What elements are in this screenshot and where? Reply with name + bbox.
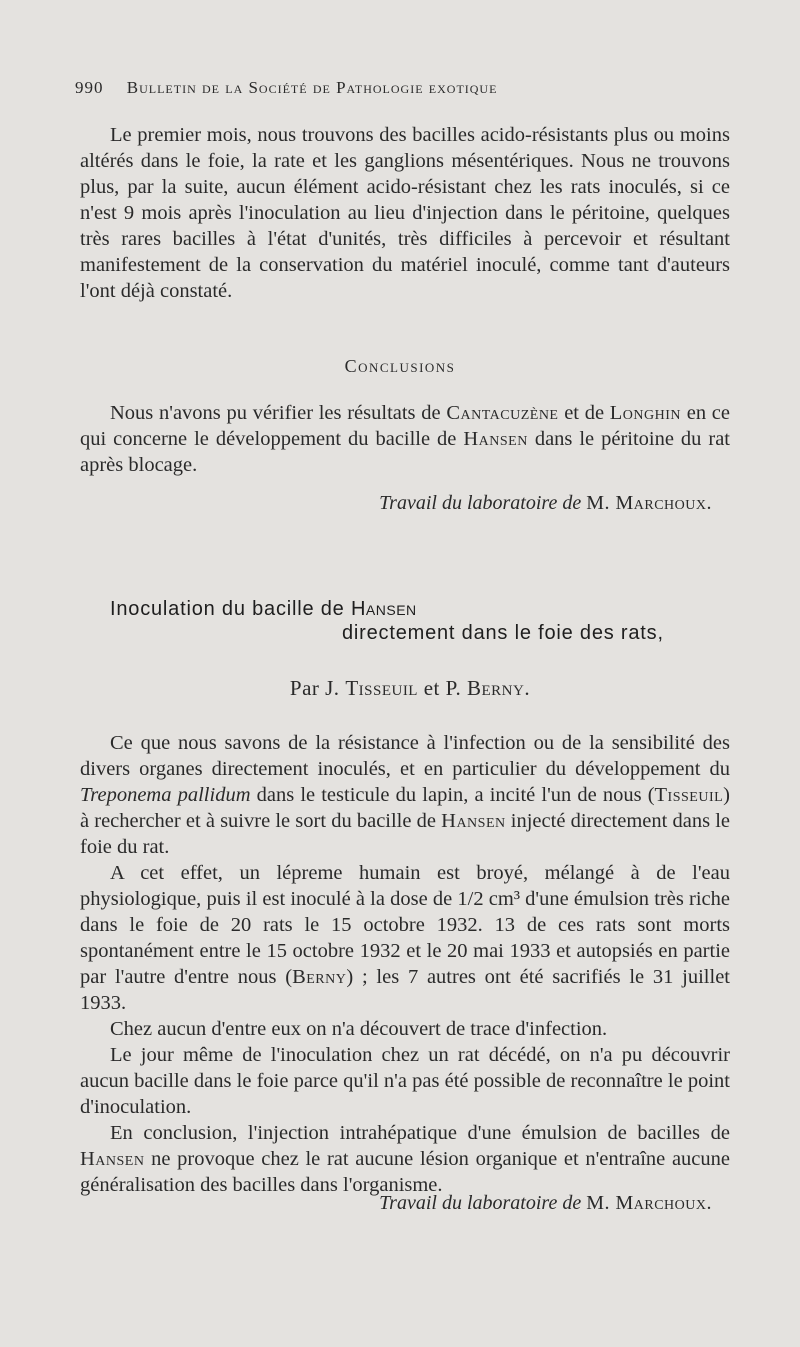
article-title-name: Hansen	[350, 598, 417, 620]
author-name-longhin: Longhin	[609, 402, 682, 424]
credit-prefix: Travail du laboratoire de	[379, 492, 582, 514]
body-paragraph-4: Le jour même de l'inoculation chez un rat décédé, on n'a pu découvrir aucun bacille dans le foie parce qu'il n'a pas été possible de reconnaître le point d'inoculation.	[80, 1044, 730, 1118]
conclusion-text-4: dans le péritoine du rat après blocage.	[80, 428, 730, 476]
body-paragraph-3: Chez aucun d'entre eux on n'a découvert de trace d'infection.	[110, 1018, 608, 1040]
first-article-paragraph: Le premier mois, nous trouvons des bacilles acido-résistants plus ou moins altérés dans le foie, la rate et les ganglions mésentériques. Nous ne trouvons plus, par la suite, aucun élément acido-résistant chez les rats inoculés, si ce n'est 9 mois après l'inoculation au lieu d'injection dans le péritoine, quelques très rares bacilles à l'état d'unités, très difficiles à percevoir et résultant manifestement de la conservation du matériel inoculé, comme tant d'auteurs l'ont déjà constaté.	[80, 124, 730, 302]
article-title-line-1	[110, 598, 417, 621]
name-hansen: Hansen	[463, 428, 528, 450]
conclusions-heading: Conclusions	[344, 356, 456, 376]
author-berny: Berny.	[467, 676, 531, 700]
body-paragraph-5: En conclusion, l'injection intrahépatique d'une émulsion de bacilles de Hansen ne provoque chez le rat aucune lésion organique et n'entraîne aucune généralisation des bacilles dans l'organisme.	[80, 1122, 730, 1196]
article-body	[80, 730, 730, 1198]
page-number: 990	[75, 78, 104, 97]
credit-prefix: Travail du laboratoire de	[379, 1192, 582, 1214]
author-name-cantacuzene: Cantacuzène	[446, 402, 559, 424]
species-name: Treponema pallidum	[80, 784, 251, 806]
authors-prefix: Par J.	[289, 676, 340, 700]
conclusion-paragraph	[80, 400, 730, 478]
second-article-credit	[0, 1192, 712, 1215]
conclusion-text-3: en ce qui concerne le développement du bacille de	[80, 402, 731, 450]
article-title-line-2: directement dans le foie des rats,	[342, 622, 664, 644]
running-header	[75, 78, 735, 98]
authors-mid: et P.	[423, 676, 462, 700]
body-paragraph-1: Ce que nous savons de la résistance à l'infection ou de la sensibilité des divers organes directement inoculés, et en particulier du développement du Treponema pallidum dans le testicule du lapin, a incité l'un de nous (Tisseuil) à rechercher et à suivre le sort du bacille de Hansen injecté directement dans le foie du rat.	[80, 732, 730, 858]
article-authors	[0, 676, 800, 701]
article-title-prefix: Inoculation du bacille de	[110, 598, 345, 620]
author-tisseuil: Tisseuil	[345, 676, 418, 700]
conclusion-text-1: Nous n'avons pu vérifier les résultats de	[110, 402, 447, 424]
body-paragraph-2: A cet effet, un lépreme humain est broyé, mélangé à de l'eau physiologique, puis il est inoculé à la dose de 1/2 cm³ d'une émulsion très riche dans le foie de 20 rats le 15 octobre 1932. 13 de ces rats sont morts spontanément entre le 15 octobre 1932 et le 20 mai 1933 et autopsiés en partie par l'autre d'entre nous (Berny) ; les 7 autres ont été sacrifiés le 31 juillet 1933.	[80, 862, 730, 1014]
conclusion-text-2: et de	[558, 402, 610, 424]
journal-title: Bulletin de la Société de Pathologie exotique	[126, 78, 498, 97]
credit-name: M. Marchoux.	[586, 492, 712, 514]
credit-name: M. Marchoux.	[586, 1192, 712, 1214]
first-article-credit	[0, 492, 712, 515]
